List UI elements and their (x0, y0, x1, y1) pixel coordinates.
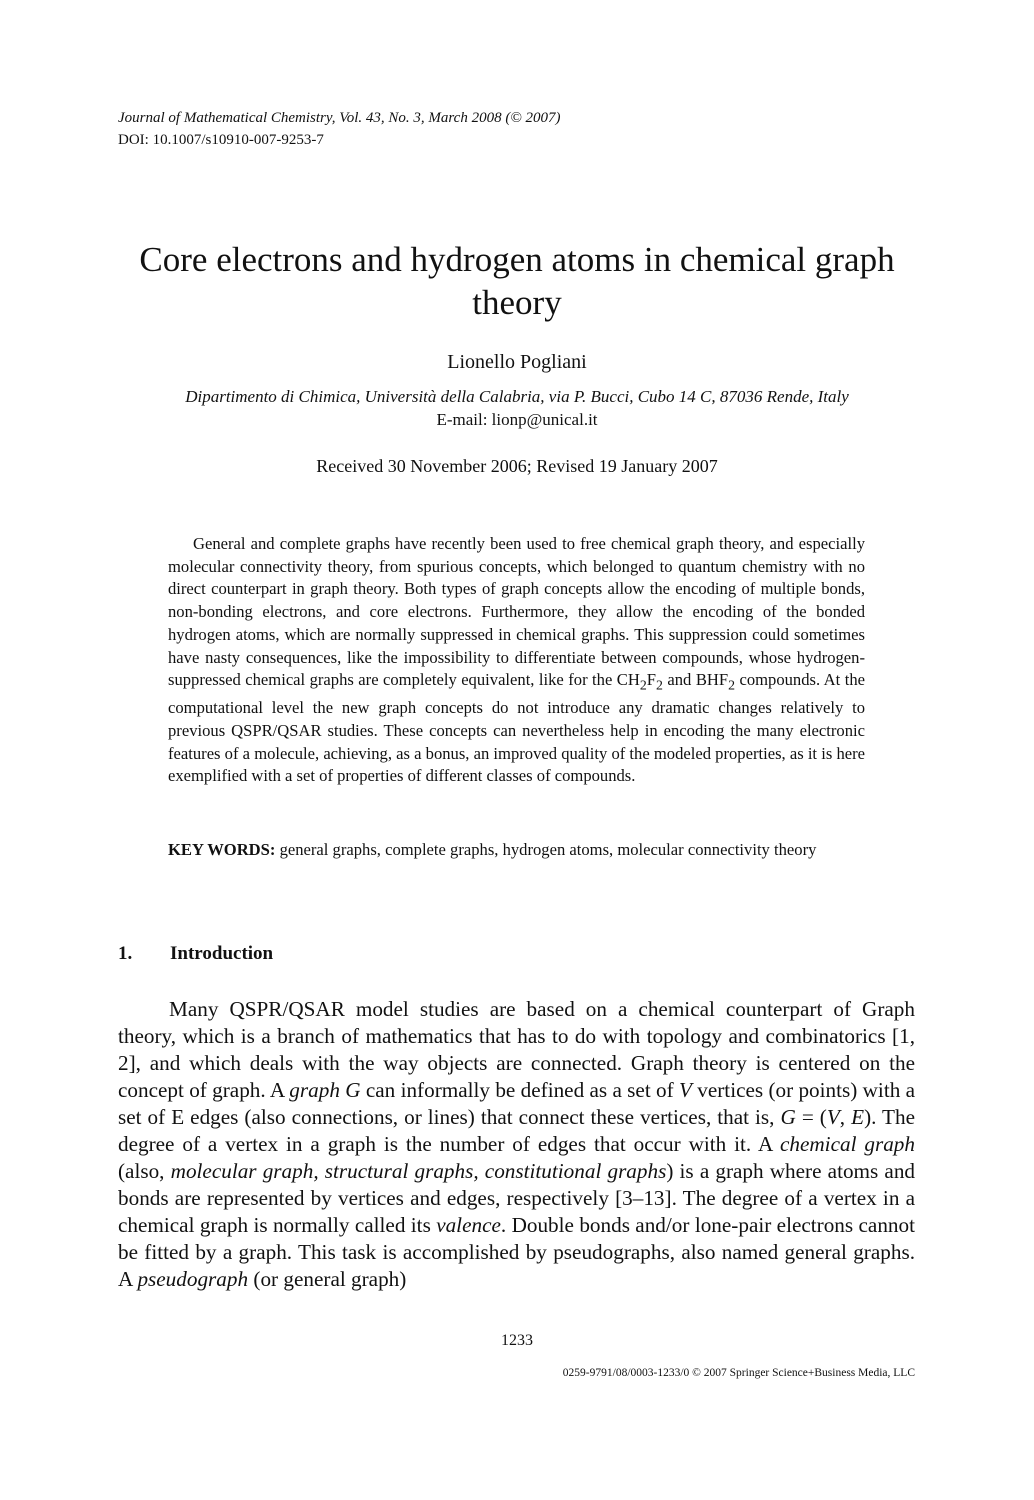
journal-citation: Journal of Mathematical Chemistry, Vol. 43, No. 3, March 2008 (© 2007) (118, 110, 561, 126)
paper-title: Core electrons and hydrogen atoms in chemical graph theory (139, 240, 895, 322)
keywords (168, 839, 865, 862)
email: E-mail: lionp@unical.it (436, 410, 598, 429)
page-number: 1233 (501, 1332, 533, 1349)
affiliation: Dipartimento di Chimica, Università della Calabria, via P. Bucci, Cubo 14 C, 87036 Rende, Italy (185, 387, 849, 406)
received-dates: Received 30 November 2006; Revised 19 January 2007 (316, 456, 718, 476)
author-name: Lionello Pogliani (447, 351, 587, 373)
affiliation-block (0, 385, 1034, 431)
doi: DOI: 10.1007/s10910-007-9253-7 (118, 132, 324, 148)
abstract-text-2: compounds. At the computational level the new graph concepts do not introduce any dramatic changes relatively to previous QSPR/QSAR studies. These concepts can nevertheless help in encoding the many electronic features of a molecule, achieving, as a bonus, an improved quality of the modeled properties, as it is here exemplified with a set of properties of different classes of compounds. (168, 670, 865, 786)
copyright-footer: 0259-9791/08/0003-1233/0 © 2007 Springer Science+Business Media, LLC (562, 1367, 915, 1379)
keywords-label: KEY WORDS: (168, 840, 276, 859)
abstract-text-1: General and complete graphs have recently been used to free chemical graph theory, and especially molecular connectivity theory, from spurious concepts, which belonged to quantum chemistry with no direct counterpart in graph theory. Both types of graph concepts allow the encoding of multiple bonds, non-bonding electrons, and core electrons. Furthermore, they allow the encoding of the bonded hydrogen atoms, which are normally suppressed in chemical graphs. This suppression could sometimes have nasty consequences, like the impossibility to differentiate between compounds, whose hydrogen-suppressed chemical graphs are completely equivalent, like for the (168, 534, 865, 690)
journal-header (118, 107, 560, 151)
formula-bhf2: $BHF_2$ (695, 670, 736, 693)
formula-ch2f2: $CH_2F_2$ (616, 670, 663, 693)
intro-paragraph: Many QSPR/QSAR model studies are based on a chemical counterpart of Graph theory, which is a branch of mathematics that has to do with topology and combinatorics [1, 2], and which deals with the way objects are connected. Graph theory is centered on the concept of graph. A graph G can informally be defined as a set of V vertices (or points) with a set of E edges (also connections, or lines) that connect these vertices, that is, G = (V, E). The degree of a vertex in a graph is the number of edges that occur with it. A chemical graph (also, molecular graph, structural graphs, constitutional graphs) is a graph where atoms and bonds are represented by vertices and edges, respectively [3–13]. The degree of a vertex in a chemical graph is normally called its valence. Double bonds and/or lone-pair electrons cannot be fitted by a graph. This task is accomplished by pseudographs, also named general graphs. A pseudograph (or general graph) (118, 997, 916, 1291)
section-number: 1. (118, 943, 133, 964)
section-heading (118, 943, 273, 965)
keywords-text: general graphs, complete graphs, hydrogen atoms, molecular connectivity theory (275, 840, 817, 859)
section-title: Introduction (170, 943, 274, 964)
abstract: General and complete graphs have recently been used to free chemical graph theory, and especially molecular connectivity theory, from spurious concepts, which belonged to quantum chemistry with no direct counterpart in graph theory. Both types of graph concepts allow the encoding of multiple bonds, non-bonding electrons, and core electrons. Furthermore, they allow the encoding of the bonded hydrogen atoms, which are normally suppressed in chemical graphs. This suppression could sometimes have nasty consequences, like the impossibility to differentiate between compounds, whose hydrogen-suppressed chemical graphs are completely equivalent, like for the $CH_2F_2$ and $BHF_2$ compounds. At the computational level the new graph concepts do not introduce any dramatic changes relatively to previous QSPR/QSAR studies. These concepts can nevertheless help in encoding the many electronic features of a molecule, achieving, as a bonus, an improved quality of the modeled properties, as it is here exemplified with a set of properties of different classes of compounds. (168, 534, 865, 786)
